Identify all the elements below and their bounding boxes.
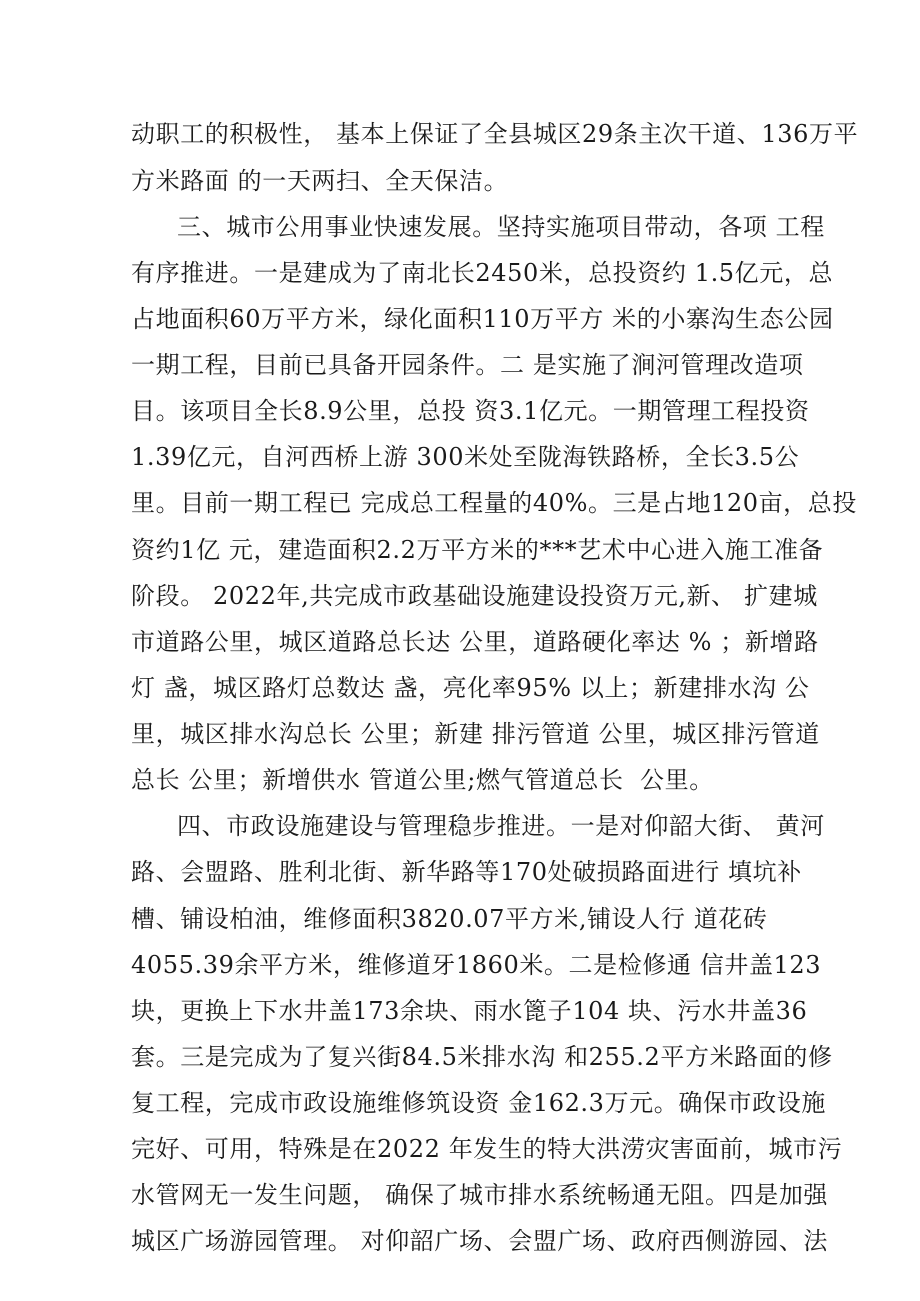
text-line: 1.39亿元，自河西桥上游 300米处至陇海铁路桥，全长3.5公 xyxy=(131,443,800,471)
text-line: 阶段。 2022年,共完成市政基础设施建设投资万元,新、 扩建城 xyxy=(131,582,818,610)
text-line: 占地面积60万平方米，绿化面积110万平方 米的小寨沟生态公园 xyxy=(131,305,834,333)
text-line: 水管网无一发生问题， 确保了城市排水系统畅通无阻。四是加强 xyxy=(131,1181,829,1209)
text-line: 市道路公里，城区道路总长达 公里，道路硬化率达 % ；新增路 xyxy=(131,628,819,656)
text-line: 城区广场游园管理。 对仰韶广场、会盟广场、政府西侧游园、法 xyxy=(131,1227,829,1255)
text-line: 完好、可用，特殊是在2022 年发生的特大洪涝灾害面前，城市污 xyxy=(131,1135,843,1163)
text-line: 目。该项目全长8.9公里，总投 资3.1亿元。一期管理工程投资 xyxy=(131,397,810,425)
text-line: 复工程，完成市政设施维修筑设资 金162.3万元。确保市政设施 xyxy=(131,1089,826,1117)
text-line: 块，更换上下水井盖173余块、雨水篦子104 块、污水井盖36 xyxy=(131,997,808,1025)
text-line: 方米路面 的一天两扫、全天保洁。 xyxy=(131,167,509,195)
text-line: 总长 公里；新增供水 管道公里;燃气管道总长 公里。 xyxy=(131,766,714,794)
text-line: 资约1亿 元，建造面积2.2万平方米的***艺术中心进入施工准备 xyxy=(131,536,824,564)
text-line: 三、城市公用事业快速发展。坚持实施项目带动，各项 工程 xyxy=(177,213,825,241)
text-line: 四、市政设施建设与管理稳步推进。一是对仰韶大街、 黄河 xyxy=(177,812,825,840)
text-line: 里。目前一期工程已 完成总工程量的40%。三是占地120亩，总投 xyxy=(131,489,857,517)
text-line: 动职工的积极性， 基本上保证了全县城区29条主次干道、136万平 xyxy=(131,120,859,148)
text-line: 4055.39余平方米，维修道牙1860米。二是检修通 信井盖123 xyxy=(131,951,822,979)
text-line: 一期工程，目前已具备开园条件。二 是实施了涧河管理改造项 xyxy=(131,351,804,379)
text-line: 槽、铺设柏油，维修面积3820.07平方米,铺设人行 道花砖 xyxy=(131,905,768,933)
text-line: 灯 盏，城区路灯总数达 盏，亮化率95% 以上；新建排水沟 公 xyxy=(131,674,810,702)
text-line: 有序推进。一是建成为了南北长2450米，总投资约 1.5亿元，总 xyxy=(131,259,834,287)
text-line: 路、会盟路、胜利北街、新华路等170处破损路面进行 填坑补 xyxy=(131,858,802,886)
text-line: 套。三是完成为了复兴街84.5米排水沟 和255.2平方米路面的修 xyxy=(131,1043,833,1071)
text-line: 里，城区排水沟总长 公里；新建 排污管道 公里，城区排污管道 xyxy=(131,720,820,748)
